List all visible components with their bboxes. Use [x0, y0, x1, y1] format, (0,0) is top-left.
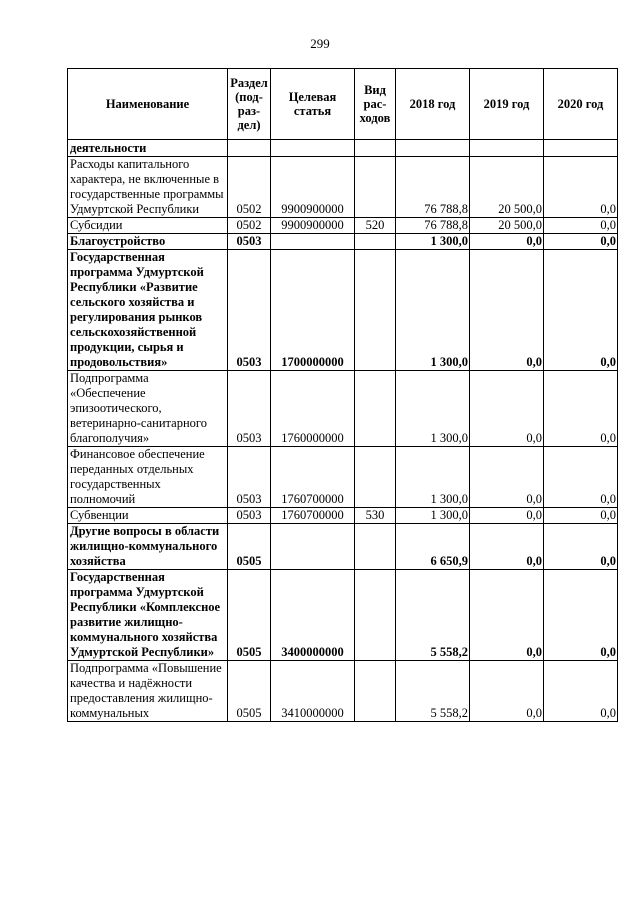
row-2019	[470, 140, 544, 157]
table-row	[68, 157, 618, 218]
header-2020: 2020 год	[544, 69, 618, 140]
row-name: Государственная программа Удмуртской Республики «Развитие сельского хозяйства и регулирования рынков сельскохозяйственной продукции, сырья и продовольствия»	[68, 250, 228, 371]
row-name: Подпрограмма «Повышение качества и надёжности предоставления жилищно-коммунальных	[68, 661, 228, 722]
table-row	[68, 140, 618, 157]
row-2018: 1 300,0	[396, 250, 470, 371]
row-2020: 0,0	[544, 371, 618, 447]
row-target: 3400000000	[271, 570, 355, 661]
row-2019: 20 500,0	[470, 157, 544, 218]
row-name: Благоустройство	[68, 234, 228, 250]
header-target: Целевая статья	[271, 69, 355, 140]
row-2018: 1 300,0	[396, 447, 470, 508]
row-name: Субвенции	[68, 508, 228, 524]
row-2018: 1 300,0	[396, 508, 470, 524]
row-section: 0503	[228, 234, 271, 250]
row-exp-type	[355, 524, 396, 570]
row-2019: 0,0	[470, 234, 544, 250]
table-row	[68, 508, 618, 524]
row-2020: 0,0	[544, 524, 618, 570]
row-target: 1760700000	[271, 508, 355, 524]
row-target: 1700000000	[271, 250, 355, 371]
row-2020: 0,0	[544, 218, 618, 234]
header-exp-type: Вид рас-ходов	[355, 69, 396, 140]
row-exp-type: 530	[355, 508, 396, 524]
row-2020: 0,0	[544, 661, 618, 722]
row-target: 1760700000	[271, 447, 355, 508]
row-name: Государственная программа Удмуртской Республики «Комплексное развитие жилищно-коммунального хозяйства Удмуртской Республики»	[68, 570, 228, 661]
row-name: деятельности	[68, 140, 228, 157]
row-exp-type	[355, 250, 396, 371]
table-row	[68, 371, 618, 447]
table-row	[68, 570, 618, 661]
row-2020: 0,0	[544, 508, 618, 524]
row-target: 9900900000	[271, 218, 355, 234]
row-target: 3410000000	[271, 661, 355, 722]
row-target	[271, 234, 355, 250]
row-section: 0505	[228, 524, 271, 570]
page-number: 299	[310, 36, 330, 51]
row-exp-type	[355, 157, 396, 218]
row-section: 0502	[228, 218, 271, 234]
row-2019: 0,0	[470, 661, 544, 722]
row-2020	[544, 140, 618, 157]
header-2019: 2019 год	[470, 69, 544, 140]
row-exp-type	[355, 140, 396, 157]
row-2019: 20 500,0	[470, 218, 544, 234]
table-header-row	[68, 69, 618, 140]
row-section: 0503	[228, 508, 271, 524]
row-exp-type	[355, 447, 396, 508]
row-target: 9900900000	[271, 157, 355, 218]
row-target	[271, 524, 355, 570]
row-2018: 1 300,0	[396, 234, 470, 250]
row-2019: 0,0	[470, 371, 544, 447]
table-row	[68, 250, 618, 371]
row-target: 1760000000	[271, 371, 355, 447]
table-row	[68, 524, 618, 570]
header-section: Раздел (под-раз-дел)	[228, 69, 271, 140]
row-section: 0503	[228, 447, 271, 508]
row-2020: 0,0	[544, 447, 618, 508]
header-name: Наименование	[68, 69, 228, 140]
row-2020: 0,0	[544, 570, 618, 661]
row-2020: 0,0	[544, 250, 618, 371]
row-2018: 1 300,0	[396, 371, 470, 447]
row-section: 0503	[228, 250, 271, 371]
row-2019: 0,0	[470, 447, 544, 508]
row-2019: 0,0	[470, 570, 544, 661]
row-2018	[396, 140, 470, 157]
row-name: Другие вопросы в области жилищно-коммунального хозяйства	[68, 524, 228, 570]
row-2018: 76 788,8	[396, 218, 470, 234]
row-exp-type: 520	[355, 218, 396, 234]
row-2018: 5 558,2	[396, 661, 470, 722]
row-target	[271, 140, 355, 157]
row-section	[228, 140, 271, 157]
row-name: Расходы капитального характера, не включенные в государственные программы Удмуртской Республики	[68, 157, 228, 218]
row-section: 0505	[228, 661, 271, 722]
row-2019: 0,0	[470, 524, 544, 570]
row-2018: 5 558,2	[396, 570, 470, 661]
row-exp-type	[355, 661, 396, 722]
row-name: Финансовое обеспечение переданных отдельных государственных полномочий	[68, 447, 228, 508]
row-2018: 6 650,9	[396, 524, 470, 570]
row-2020: 0,0	[544, 157, 618, 218]
row-name: Подпрограмма «Обеспечение эпизоотического, ветеринарно-санитарного благополучия»	[68, 371, 228, 447]
row-section: 0502	[228, 157, 271, 218]
table-row	[68, 218, 618, 234]
budget-table	[67, 68, 618, 722]
row-name: Субсидии	[68, 218, 228, 234]
row-2020: 0,0	[544, 234, 618, 250]
table-row	[68, 447, 618, 508]
header-2018: 2018 год	[396, 69, 470, 140]
row-section: 0505	[228, 570, 271, 661]
row-exp-type	[355, 570, 396, 661]
row-exp-type	[355, 371, 396, 447]
row-section: 0503	[228, 371, 271, 447]
row-exp-type	[355, 234, 396, 250]
row-2019: 0,0	[470, 508, 544, 524]
table-row	[68, 234, 618, 250]
table-row	[68, 661, 618, 722]
row-2019: 0,0	[470, 250, 544, 371]
row-2018: 76 788,8	[396, 157, 470, 218]
